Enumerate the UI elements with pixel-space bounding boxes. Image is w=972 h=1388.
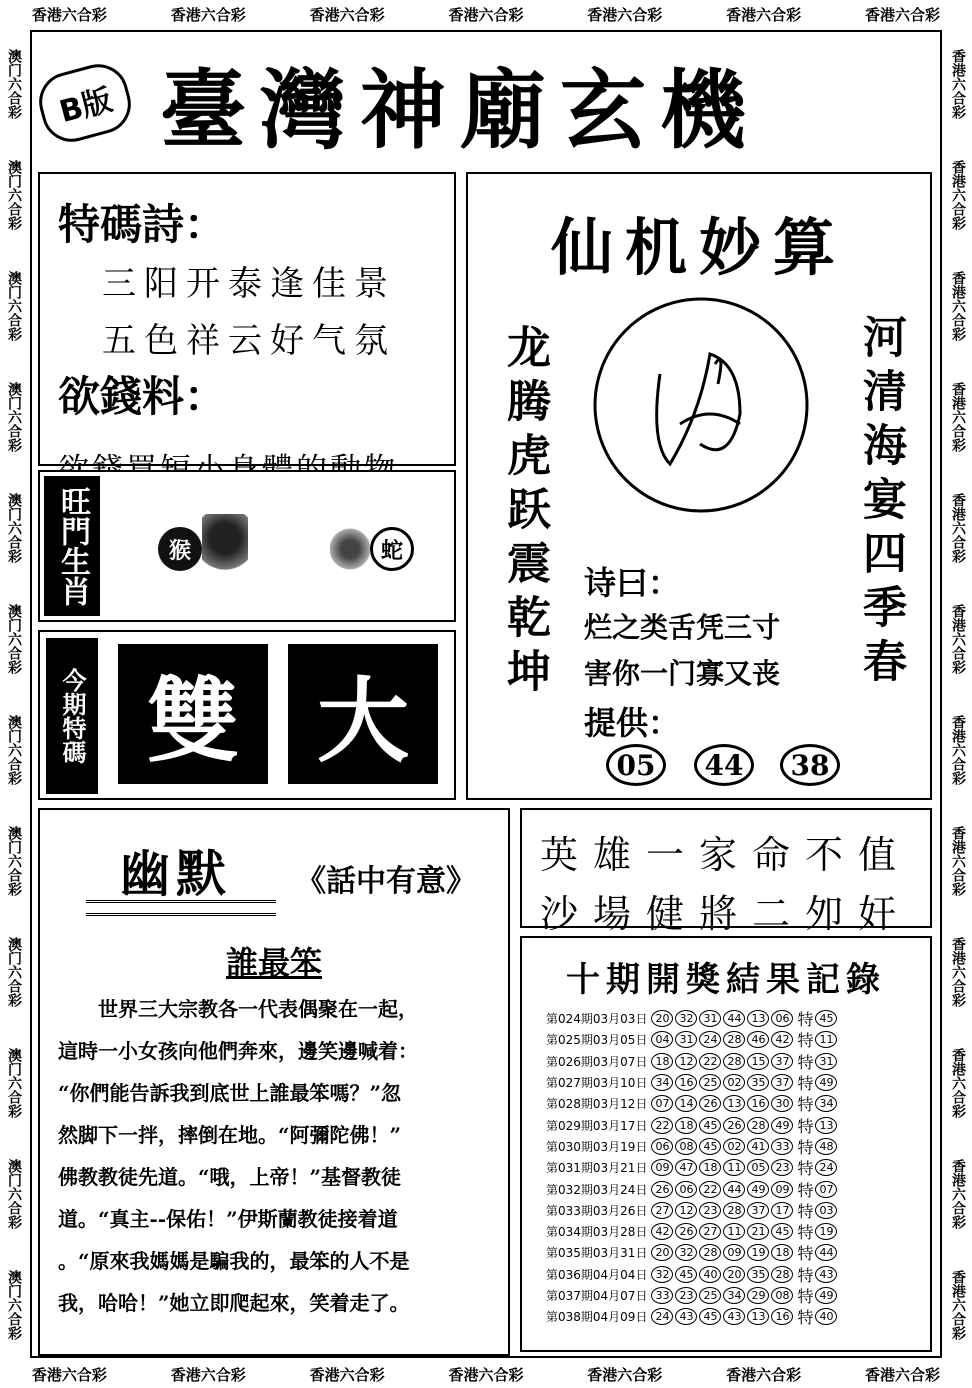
joke-paragraph: 我，哈哈！”她立即爬起來，笑着走了。 xyxy=(58,1291,410,1315)
record-row xyxy=(546,1264,926,1285)
record-special-label: 特 xyxy=(797,1308,814,1328)
bottom-border xyxy=(0,1360,972,1388)
border-label: 澳门六合彩 xyxy=(6,159,22,230)
border-label: 香港六合彩 xyxy=(950,159,966,230)
border-label: 香港六合彩 xyxy=(587,1365,663,1384)
header xyxy=(40,48,920,161)
record-number: 09 xyxy=(651,1159,673,1176)
zodiac-monkey xyxy=(158,506,254,592)
record-special-number: 34 xyxy=(815,1095,837,1112)
record-number: 49 xyxy=(747,1181,769,1198)
border-label: 香港六合彩 xyxy=(726,1365,802,1384)
record-number: 14 xyxy=(675,1095,697,1112)
records-box xyxy=(520,936,932,1352)
record-number: 43 xyxy=(675,1308,697,1325)
record-number: 33 xyxy=(651,1287,673,1304)
border-label: 澳门六合彩 xyxy=(6,825,22,896)
record-number: 02 xyxy=(723,1074,745,1091)
record-row xyxy=(546,1242,926,1263)
record-number: 05 xyxy=(747,1159,769,1176)
record-number: 49 xyxy=(771,1117,793,1134)
talisman-circle xyxy=(590,294,812,516)
record-number: 43 xyxy=(723,1308,745,1325)
joke-paragraph: 然脚下一拌，摔倒在地。“阿彌陀佛！” xyxy=(58,1123,402,1147)
zodiac-ball: 蛇 xyxy=(370,527,414,571)
record-number: 45 xyxy=(771,1223,793,1240)
record-number: 25 xyxy=(699,1074,721,1091)
record-number: 45 xyxy=(699,1308,721,1325)
record-number: 08 xyxy=(771,1287,793,1304)
record-special-number: 07 xyxy=(815,1181,837,1198)
record-number: 18 xyxy=(675,1117,697,1134)
border-label: 澳门六合彩 xyxy=(6,936,22,1007)
record-date: 第025期03月05日 xyxy=(546,1033,648,1048)
record-special-label: 特 xyxy=(797,1265,814,1285)
record-number: 13 xyxy=(723,1095,745,1112)
zodiac-label xyxy=(44,476,100,616)
record-row xyxy=(546,1285,926,1306)
record-number: 45 xyxy=(675,1266,697,1283)
record-number: 22 xyxy=(651,1117,673,1134)
joke-body xyxy=(58,988,498,1324)
record-date: 第032期03月24日 xyxy=(546,1182,648,1197)
record-special-number: 11 xyxy=(815,1031,837,1048)
record-row xyxy=(546,1157,926,1178)
record-number: 47 xyxy=(675,1159,697,1176)
record-number: 18 xyxy=(699,1159,721,1176)
record-special-label: 特 xyxy=(797,1095,814,1115)
record-special-label: 特 xyxy=(797,1031,814,1051)
border-label: 香港六合彩 xyxy=(950,381,966,452)
joke-paragraph: 。“原來我媽媽是騙我的，最笨的人不是 xyxy=(58,1249,410,1273)
record-date: 第035期03月31日 xyxy=(546,1246,648,1261)
record-number: 28 xyxy=(699,1244,721,1261)
record-row xyxy=(546,1072,926,1093)
border-label: 澳门六合彩 xyxy=(6,1047,22,1118)
joke-box xyxy=(38,808,510,1356)
border-label: 香港六合彩 xyxy=(448,5,524,24)
record-number: 06 xyxy=(651,1138,673,1155)
record-date: 第034期03月28日 xyxy=(546,1225,648,1240)
record-number: 09 xyxy=(723,1244,745,1261)
record-special-label: 特 xyxy=(797,1116,814,1136)
border-label: 香港六合彩 xyxy=(31,5,107,24)
record-date: 第027期03月10日 xyxy=(546,1076,648,1091)
provide-label: 提供： xyxy=(584,704,681,742)
record-number: 16 xyxy=(747,1095,769,1112)
record-row xyxy=(546,1093,926,1114)
border-label: 香港六合彩 xyxy=(170,1365,246,1384)
record-number: 13 xyxy=(747,1308,769,1325)
record-number: 23 xyxy=(699,1202,721,1219)
record-special-number: 13 xyxy=(815,1117,837,1134)
number-ball: 44 xyxy=(694,744,754,786)
record-date: 第036期04月04日 xyxy=(546,1267,648,1282)
record-special-label: 特 xyxy=(797,1287,814,1307)
record-number: 44 xyxy=(723,1010,745,1027)
border-label: 香港六合彩 xyxy=(950,1047,966,1118)
record-number: 07 xyxy=(651,1095,673,1112)
border-label: 香港六合彩 xyxy=(950,936,966,1007)
proverb-line: 沙場健將二夘奸 xyxy=(540,892,912,936)
border-label: 香港六合彩 xyxy=(950,825,966,896)
border-label: 澳门六合彩 xyxy=(6,714,22,785)
border-label: 澳门六合彩 xyxy=(6,492,22,563)
record-number: 17 xyxy=(771,1202,793,1219)
record-number: 37 xyxy=(771,1074,793,1091)
record-number: 34 xyxy=(723,1287,745,1304)
record-number: 23 xyxy=(771,1159,793,1176)
record-date: 第024期03月03日 xyxy=(546,1012,648,1027)
record-number: 32 xyxy=(675,1010,697,1027)
record-special-number: 45 xyxy=(815,1010,837,1027)
record-number: 31 xyxy=(699,1010,721,1027)
border-label: 澳门六合彩 xyxy=(6,48,22,119)
zodiac-label-text: 旺門生肖 xyxy=(55,486,90,606)
special-label-text: 今期特碼 xyxy=(58,668,86,764)
page-title: 臺灣神廟玄機 xyxy=(160,60,760,161)
record-number: 32 xyxy=(675,1244,697,1261)
record-number: 40 xyxy=(699,1266,721,1283)
record-number: 29 xyxy=(747,1287,769,1304)
record-number: 37 xyxy=(747,1202,769,1219)
top-border xyxy=(0,0,972,28)
record-number: 44 xyxy=(723,1181,745,1198)
border-label: 香港六合彩 xyxy=(950,270,966,341)
border-label: 香港六合彩 xyxy=(950,1158,966,1229)
border-label: 澳门六合彩 xyxy=(6,270,22,341)
shi-label: 诗曰： xyxy=(584,564,681,602)
record-number: 12 xyxy=(675,1202,697,1219)
money-label: 欲錢料： xyxy=(58,372,227,421)
record-number: 12 xyxy=(675,1053,697,1070)
version-badge: B版 xyxy=(32,58,137,149)
record-number: 27 xyxy=(699,1223,721,1240)
record-row xyxy=(546,1221,926,1242)
xianji-box xyxy=(466,172,932,800)
record-date: 第026期03月07日 xyxy=(546,1054,648,1069)
records-list xyxy=(546,1008,926,1327)
record-number: 30 xyxy=(771,1095,793,1112)
border-label: 香港六合彩 xyxy=(170,5,246,24)
record-number: 41 xyxy=(747,1138,769,1155)
joke-title: 幽默 xyxy=(120,844,232,903)
border-label: 香港六合彩 xyxy=(864,5,940,24)
record-date: 第028期03月12日 xyxy=(546,1097,648,1112)
border-label: 香港六合彩 xyxy=(587,5,663,24)
record-special-number: 44 xyxy=(815,1244,837,1261)
proverb-box xyxy=(520,808,932,936)
record-number: 09 xyxy=(771,1181,793,1198)
record-number: 32 xyxy=(651,1266,673,1283)
record-row xyxy=(546,1029,926,1050)
left-column: 龙腾虎跃震乾坤 xyxy=(499,324,550,702)
record-row xyxy=(546,1114,926,1135)
record-special-number: 43 xyxy=(815,1266,837,1283)
special-card: 大 xyxy=(288,644,438,784)
record-number: 08 xyxy=(675,1138,697,1155)
record-number: 28 xyxy=(771,1266,793,1283)
record-number: 35 xyxy=(747,1266,769,1283)
joke-paragraph: 道。“真主--保佑！”伊斯蘭教徒接着道 xyxy=(58,1207,398,1231)
poem-box xyxy=(38,172,456,466)
record-number: 45 xyxy=(699,1138,721,1155)
number-ball: 38 xyxy=(780,744,840,786)
joke-paragraph: 這時一小女孩向他們奔來，邊笑邊喊着： xyxy=(58,1039,418,1063)
record-number: 02 xyxy=(723,1138,745,1155)
record-date: 第037期04月07日 xyxy=(546,1289,648,1303)
proverb-line: 英雄一家命不值 xyxy=(540,833,912,877)
record-special-label: 特 xyxy=(797,1180,814,1200)
record-special-label: 特 xyxy=(797,1010,814,1030)
record-number: 34 xyxy=(651,1074,673,1091)
record-row xyxy=(546,1200,926,1221)
record-special-label: 特 xyxy=(797,1159,814,1179)
record-number: 42 xyxy=(651,1223,673,1240)
record-number: 25 xyxy=(699,1287,721,1304)
right-border xyxy=(944,28,972,1360)
left-border xyxy=(0,28,28,1360)
border-label: 澳门六合彩 xyxy=(6,603,22,674)
record-row xyxy=(546,1178,926,1199)
record-number: 04 xyxy=(651,1031,673,1048)
record-number: 28 xyxy=(723,1053,745,1070)
record-number: 20 xyxy=(651,1244,673,1261)
record-number: 16 xyxy=(771,1308,793,1325)
record-number: 33 xyxy=(771,1138,793,1155)
record-row xyxy=(546,1008,926,1029)
border-label: 香港六合彩 xyxy=(31,1365,107,1384)
record-number: 13 xyxy=(747,1010,769,1027)
record-row xyxy=(546,1136,926,1157)
record-special-number: 19 xyxy=(815,1223,837,1240)
record-number: 20 xyxy=(651,1010,673,1027)
border-label: 澳门六合彩 xyxy=(6,381,22,452)
record-number: 37 xyxy=(771,1053,793,1070)
record-number: 24 xyxy=(651,1308,673,1325)
border-label: 澳门六合彩 xyxy=(6,1158,22,1229)
record-number: 20 xyxy=(723,1266,745,1283)
special-card: 雙 xyxy=(118,644,268,784)
record-number: 28 xyxy=(723,1202,745,1219)
border-label: 香港六合彩 xyxy=(950,492,966,563)
record-number: 06 xyxy=(771,1010,793,1027)
special-label xyxy=(46,638,98,794)
record-number: 46 xyxy=(747,1031,769,1048)
record-special-number: 49 xyxy=(815,1074,837,1091)
record-date: 第038期04月09日 xyxy=(546,1310,648,1325)
record-special-label: 特 xyxy=(797,1201,814,1221)
record-number: 35 xyxy=(747,1074,769,1091)
poem-label: 特碼詩： xyxy=(58,200,227,249)
shi-line: 害你一门寡又丧 xyxy=(584,657,781,690)
record-number: 24 xyxy=(699,1031,721,1048)
record-special-label: 特 xyxy=(797,1052,814,1072)
records-title: 十期開獎結果記錄 xyxy=(566,960,886,1000)
record-number: 27 xyxy=(651,1202,673,1219)
record-date: 第030期03月19日 xyxy=(546,1139,648,1154)
border-label: 香港六合彩 xyxy=(950,714,966,785)
record-row xyxy=(546,1306,926,1327)
record-special-number: 48 xyxy=(815,1138,837,1155)
record-special-label: 特 xyxy=(797,1244,814,1264)
poem-line: 五色祥云好气氛 xyxy=(102,321,396,361)
record-special-number: 31 xyxy=(815,1053,837,1070)
record-number: 28 xyxy=(747,1117,769,1134)
record-number: 21 xyxy=(747,1223,769,1240)
special-box xyxy=(38,630,456,800)
record-special-number: 24 xyxy=(815,1159,837,1176)
record-number: 15 xyxy=(747,1053,769,1070)
snake-icon xyxy=(330,519,370,579)
zodiac-snake xyxy=(330,506,440,592)
record-number: 22 xyxy=(699,1181,721,1198)
record-date: 第031期03月21日 xyxy=(546,1161,648,1176)
record-special-label: 特 xyxy=(797,1223,814,1243)
record-number: 18 xyxy=(771,1244,793,1261)
border-label: 香港六合彩 xyxy=(950,48,966,119)
record-number: 26 xyxy=(675,1223,697,1240)
number-ball: 05 xyxy=(606,744,666,786)
border-label: 香港六合彩 xyxy=(448,1365,524,1384)
record-number: 42 xyxy=(771,1031,793,1048)
record-special-number: 40 xyxy=(815,1308,837,1325)
record-number: 31 xyxy=(675,1031,697,1048)
border-label: 香港六合彩 xyxy=(726,5,802,24)
zodiac-box xyxy=(38,470,456,622)
right-column: 河清海宴四季春 xyxy=(855,314,906,692)
record-number: 19 xyxy=(747,1244,769,1261)
joke-paragraph: 世界三大宗教各一代表偶聚在一起， xyxy=(98,997,418,1021)
record-special-number: 49 xyxy=(815,1287,837,1304)
border-label: 澳门六合彩 xyxy=(6,1269,22,1340)
record-special-label: 特 xyxy=(797,1074,814,1094)
joke-heading: 誰最笨 xyxy=(225,944,322,982)
poem-line: 三阳开泰逢佳景 xyxy=(102,264,396,304)
joke-subtitle: 《話中有意》 xyxy=(296,864,476,899)
zodiac-ball: 猴 xyxy=(158,527,202,571)
record-number: 11 xyxy=(723,1223,745,1240)
shi-line: 烂之类舌凭三寸 xyxy=(584,611,781,644)
record-number: 11 xyxy=(723,1159,745,1176)
border-label: 香港六合彩 xyxy=(950,1269,966,1340)
joke-paragraph: “你們能告訴我到底世上誰最笨嗎？”忽 xyxy=(58,1081,402,1105)
record-special-number: 03 xyxy=(815,1202,837,1219)
joke-wave xyxy=(86,900,276,916)
record-number: 26 xyxy=(651,1181,673,1198)
monkey-icon xyxy=(202,514,248,584)
record-number: 16 xyxy=(675,1074,697,1091)
border-label: 香港六合彩 xyxy=(864,1365,940,1384)
record-number: 18 xyxy=(651,1053,673,1070)
joke-paragraph: 佛教教徒先道。“哦，上帝！”基督教徒 xyxy=(58,1165,402,1189)
border-label: 香港六合彩 xyxy=(309,1365,385,1384)
record-number: 26 xyxy=(723,1117,745,1134)
border-label: 香港六合彩 xyxy=(950,603,966,674)
record-number: 22 xyxy=(699,1053,721,1070)
record-number: 45 xyxy=(699,1117,721,1134)
record-number: 06 xyxy=(675,1181,697,1198)
border-label: 香港六合彩 xyxy=(309,5,385,24)
record-special-label: 特 xyxy=(797,1137,814,1157)
xianji-title: 仙机妙算 xyxy=(550,211,847,284)
record-number: 26 xyxy=(699,1095,721,1112)
record-date: 第029期03月17日 xyxy=(546,1118,648,1133)
record-number: 28 xyxy=(723,1031,745,1048)
record-date: 第033期03月26日 xyxy=(546,1203,648,1218)
record-number: 23 xyxy=(675,1287,697,1304)
record-row xyxy=(546,1051,926,1072)
